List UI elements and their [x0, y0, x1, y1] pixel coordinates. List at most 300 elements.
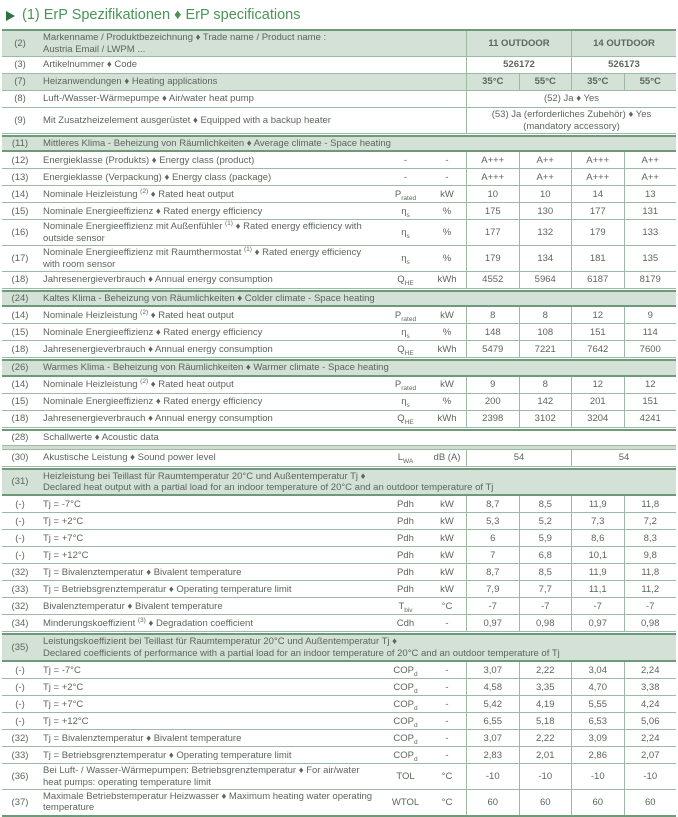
table-row: [2, 764, 676, 790]
row-number: (18): [11, 274, 29, 286]
value-cell: 8179: [624, 272, 677, 288]
value-cell: 201: [571, 394, 624, 410]
value-cell: 3,07: [466, 662, 519, 678]
symbol: P: [394, 309, 402, 321]
unit-cell: kW: [440, 378, 454, 390]
value-cell: 7600: [624, 341, 677, 357]
value-cell: -7: [571, 598, 624, 614]
row-label-line2: Declared heat output with a partial load for an indoor temperature of 20°C and an outdoor temperature of Tj: [43, 482, 494, 494]
row-label: [38, 412, 383, 425]
row-label: [38, 532, 383, 545]
symbol-subscript: HE: [404, 418, 414, 426]
value-cell: -10: [624, 764, 677, 789]
row-label-text: Energieklasse (Produkts) ♦ Energy class (product): [43, 154, 255, 166]
symbol-subscript: rated: [401, 384, 417, 392]
value-cell: 177: [466, 220, 519, 245]
symbol-cell: [383, 600, 428, 613]
row-number: (31): [11, 476, 29, 488]
value-cell: 2398: [466, 411, 519, 427]
value-cell: 5479: [466, 341, 519, 357]
symbol-cell: [383, 532, 428, 545]
value-cell: 5,42: [466, 696, 519, 712]
value-cell: 181: [571, 246, 624, 271]
unit-cell: kWh: [437, 412, 457, 424]
symbol: T: [398, 600, 405, 612]
value-cell: 11,1: [571, 581, 624, 597]
value-cell: 8,5: [519, 564, 572, 580]
symbol-subscript: biv: [404, 606, 413, 614]
table-row: [2, 31, 676, 57]
value-cell: 132: [519, 220, 572, 245]
row-label: [38, 205, 383, 218]
unit-cell: -: [445, 715, 449, 727]
footnote-ref: (2): [140, 187, 149, 195]
value-cell: 11,9: [571, 496, 624, 512]
value-cell: 14: [571, 186, 624, 202]
table-row: [2, 696, 676, 713]
value-cell: 0,97: [571, 615, 624, 631]
symbol-cell: [383, 154, 428, 167]
row-label-text: Heizanwendungen ♦ Heating applications: [43, 76, 218, 88]
row-label-text: Nominale Energieeffizienz ♦ Rated energy efficiency: [43, 205, 263, 217]
row-label: [38, 58, 466, 71]
row-label-text: Jahresenergieverbrauch ♦ Annual energy consumption: [43, 412, 273, 424]
value-cell: 11,8: [624, 564, 677, 580]
row-number: (35): [11, 642, 29, 654]
row-label-text: Tj = Betriebsgrenztemperatur ♦ Operating temperature limit: [43, 583, 292, 595]
value-cell: 3,35: [519, 679, 572, 695]
symbol: COP: [393, 698, 414, 710]
value-cell: 11,9: [571, 564, 624, 580]
row-label: [38, 343, 383, 356]
symbol: Pdh: [397, 498, 414, 510]
column-header-cell: 526172: [466, 57, 571, 73]
row-number: (-): [15, 515, 25, 527]
value-cell: 5,55: [571, 696, 624, 712]
value-cell: 6,55: [466, 713, 519, 729]
row-label-text: Bivalenztemperatur ♦ Bivalent temperature: [43, 600, 223, 612]
symbol-cell: [383, 498, 428, 511]
value-cell: 7,7: [519, 581, 572, 597]
value-cell: -10: [571, 764, 624, 789]
row-label-text-en: ♦ Rated heat output: [148, 309, 234, 321]
unit-cell: kWh: [437, 274, 457, 286]
row-label: [38, 171, 383, 184]
column-header-cell: 35°C: [466, 74, 519, 90]
row-number: (-): [15, 549, 25, 561]
row-label-text: Markenname / Produktbezeichnung ♦ Trade name / Product name :: [43, 32, 327, 44]
row-label: [38, 664, 383, 677]
symbol-subscript: d: [413, 738, 418, 746]
row-label: [38, 515, 383, 528]
row-number: (15): [11, 205, 29, 217]
column-header-cell: 11 OUTDOOR: [466, 31, 571, 56]
symbol-cell: [383, 412, 428, 425]
row-label-text: Maximale Betriebstemperatur Heizwasser ♦ Maximum heating water operating temperature: [43, 791, 373, 814]
row-label-text: Tj = +7°C: [43, 532, 84, 544]
value-cell: 114: [624, 324, 677, 340]
row-label-text: Schallwerte ♦ Acoustic data: [43, 431, 159, 443]
symbol-subscript: rated: [401, 315, 417, 323]
symbol: Pdh: [397, 549, 414, 561]
value-cell: 6,8: [519, 547, 572, 563]
table-row: [2, 91, 676, 108]
value-cell: 4,70: [571, 679, 624, 695]
value-cell: -7: [519, 598, 572, 614]
unit-cell: kW: [440, 498, 454, 510]
row-label-text: Mittleres Klima - Beheizung von Räumlichkeiten ♦ Average climate - Space heating: [43, 137, 391, 149]
unit-cell: kW: [440, 566, 454, 578]
unit-cell: °C: [441, 770, 453, 782]
value-cell: 10: [466, 186, 519, 202]
table-row: [2, 220, 676, 246]
value-cell: 134: [519, 246, 572, 271]
row-label-text-en: ♦ Rated energy efficiency with outside sensor: [43, 221, 362, 244]
unit-cell: °C: [441, 600, 453, 612]
table-row: [2, 598, 676, 615]
value-cell: 7221: [519, 341, 572, 357]
value-cell: 12: [624, 377, 677, 393]
row-label-text: Warmes Klima - Beheizung von Räumlichkeiten ♦ Warmer climate - Space heating: [43, 362, 389, 374]
footnote-ref: (2): [140, 377, 149, 385]
row-label: [38, 114, 466, 127]
row-number: (-): [15, 698, 25, 710]
value-cell: 5,2: [519, 513, 572, 529]
symbol-cell: [383, 515, 428, 528]
value-cell: 12: [571, 307, 624, 323]
table-row: [2, 790, 676, 815]
value-cell: 60: [624, 790, 677, 815]
row-label: [38, 431, 676, 444]
symbol: Cdh: [396, 617, 415, 629]
row-label-text: Tj = +2°C: [43, 681, 84, 693]
value-cell: 3,07: [466, 730, 519, 746]
value-cell: 177: [571, 203, 624, 219]
value-cell: 2,86: [571, 747, 624, 763]
unit-cell: -: [445, 617, 449, 629]
symbol: Pdh: [397, 532, 414, 544]
table-row: [2, 152, 676, 169]
value-cell: 3,09: [571, 730, 624, 746]
value-cell: 3,38: [624, 679, 677, 695]
row-number: (17): [11, 252, 29, 264]
row-number: (14): [11, 378, 29, 390]
symbol-cell: [383, 395, 428, 408]
value-cell: 5964: [519, 272, 572, 288]
symbol-subscript: WA: [403, 457, 414, 465]
unit-cell: %: [442, 205, 452, 217]
table-row: [2, 411, 676, 428]
symbol-cell: [383, 549, 428, 562]
value-cell: 2,22: [519, 730, 572, 746]
row-label-text: Nominale Heizleistung: [43, 378, 141, 390]
row-label-text: Jahresenergieverbrauch ♦ Annual energy consumption: [43, 343, 273, 355]
value-cell: 13: [624, 186, 677, 202]
table-row: [2, 246, 676, 272]
row-number: (16): [11, 227, 29, 239]
symbol-cell: [383, 732, 428, 745]
unit-cell: -: [445, 732, 449, 744]
symbol: Pdh: [397, 583, 414, 595]
row-number: (37): [11, 796, 29, 808]
unit-cell: %: [442, 252, 452, 264]
row-label: [38, 732, 383, 745]
value-cell: A+++: [571, 152, 624, 168]
row-number: (-): [15, 498, 25, 510]
row-number: (8): [14, 93, 26, 105]
row-label: [38, 498, 383, 511]
row-label: [38, 790, 383, 815]
table-row: [2, 394, 676, 411]
symbol-subscript: d: [413, 721, 418, 729]
unit-cell: kW: [440, 188, 454, 200]
symbol-cell: [383, 451, 428, 464]
symbol: η: [401, 205, 407, 217]
table-row: [2, 713, 676, 730]
row-label-text: Energieklasse (Verpackung) ♦ Energy class (package): [43, 171, 272, 183]
row-number: (18): [11, 412, 29, 424]
column-header-cell: 35°C: [571, 74, 624, 90]
row-label: [38, 246, 383, 271]
value-cell: 4552: [466, 272, 519, 288]
row-number: (18): [11, 343, 29, 355]
row-number: (30): [11, 451, 29, 463]
symbol: COP: [393, 749, 414, 761]
row-label: [38, 715, 383, 728]
value-cell: 108: [519, 324, 572, 340]
symbol: L: [397, 451, 404, 463]
symbol-subscript: s: [406, 211, 410, 219]
table-row: [2, 662, 676, 679]
section-row: [2, 429, 676, 446]
symbol-cell: [383, 309, 428, 322]
page: [0, 7, 678, 817]
row-number: (14): [11, 188, 29, 200]
row-label-text-en: ♦ Rated energy efficiency with room sensor: [43, 247, 362, 270]
value-cell: 54: [466, 450, 571, 466]
section-row: [2, 135, 676, 152]
unit-cell: °C: [441, 796, 453, 808]
symbol-cell: [383, 378, 428, 391]
row-label-line2: Austria Email / LWPM ...: [43, 43, 146, 55]
value-cell: 6187: [571, 272, 624, 288]
column-header-cell: 14 OUTDOOR: [571, 31, 676, 56]
section-row: [2, 359, 676, 376]
row-label-text: Jahresenergieverbrauch ♦ Annual energy consumption: [43, 274, 273, 286]
symbol-cell: [383, 749, 428, 762]
row-number: (-): [15, 715, 25, 727]
row-number: (32): [11, 600, 29, 612]
symbol: COP: [393, 664, 414, 676]
symbol-cell: [383, 617, 428, 630]
symbol: COP: [393, 715, 414, 727]
row-number: (3): [14, 59, 26, 71]
row-number: (15): [11, 326, 29, 338]
value-cell: 3204: [571, 411, 624, 427]
row-number: (34): [11, 617, 29, 629]
value-cell: 142: [519, 394, 572, 410]
value-cell: 5,18: [519, 713, 572, 729]
value-cell: (52) Ja ♦ Yes: [466, 91, 676, 107]
row-number: (11): [11, 137, 29, 149]
value-cell: 4,58: [466, 679, 519, 695]
symbol: Q: [397, 343, 405, 355]
table-row: [2, 530, 676, 547]
value-cell: 8: [519, 377, 572, 393]
value-cell: 3102: [519, 411, 572, 427]
symbol-subscript: HE: [404, 349, 414, 357]
row-label: [38, 31, 466, 56]
value-cell: 2,24: [624, 730, 677, 746]
row-number: (12): [11, 154, 29, 166]
table-row: [2, 513, 676, 530]
table-row: [2, 272, 676, 289]
symbol: -: [403, 171, 408, 183]
row-number: (24): [11, 292, 29, 304]
value-cell: 2,24: [624, 662, 677, 678]
value-cell: 8,5: [519, 496, 572, 512]
row-label: [38, 273, 383, 286]
row-label: [38, 583, 383, 596]
row-label-text: Tj = -7°C: [43, 498, 81, 510]
row-label-text-en: ♦ Rated heat output: [148, 188, 234, 200]
spec-table: [2, 29, 676, 816]
symbol: P: [394, 188, 402, 200]
row-number: (7): [14, 76, 26, 88]
row-label-text: Nominale Energieeffizienz ♦ Rated energy efficiency: [43, 395, 263, 407]
footnote-ref: (2): [140, 308, 149, 316]
page-title: [6, 7, 676, 24]
value-cell: 179: [571, 220, 624, 245]
row-number: (14): [11, 309, 29, 321]
row-label-text: Nominale Energieeffizienz mit Raumthermostat: [43, 247, 244, 259]
row-label-text: Nominale Energieeffizienz ♦ Rated energy efficiency: [43, 326, 263, 338]
symbol: η: [401, 227, 407, 239]
row-label-text: Luft-/Wasser-Wärmepumpe ♦ Air/water heat pump: [43, 93, 254, 105]
symbol-cell: [383, 326, 428, 339]
row-label: [38, 220, 383, 245]
unit-cell: %: [442, 227, 452, 239]
value-cell: A+++: [466, 152, 519, 168]
row-label-text: Nominale Heizleistung: [43, 188, 141, 200]
symbol-subscript: d: [413, 670, 418, 678]
value-cell: 2,22: [519, 662, 572, 678]
row-label: [38, 395, 383, 408]
table-row: [2, 450, 676, 467]
row-label-text: Kaltes Klima - Beheizung von Räumlichkeiten ♦ Colder climate - Space heating: [43, 292, 375, 304]
row-label: [38, 309, 383, 322]
unit-cell: -: [445, 681, 449, 693]
row-number: (9): [14, 114, 26, 126]
row-label-text: Tj = +12°C: [43, 715, 89, 727]
unit-cell: -: [445, 154, 449, 166]
value-cell: 200: [466, 394, 519, 410]
row-number: (15): [11, 395, 29, 407]
section-row: [2, 633, 676, 662]
symbol-cell: [383, 681, 428, 694]
value-cell: 54: [571, 450, 676, 466]
value-cell: 4,24: [624, 696, 677, 712]
value-cell: 9: [466, 377, 519, 393]
value-cell: 130: [519, 203, 572, 219]
column-header-cell: 55°C: [519, 74, 572, 90]
symbol-cell: [383, 343, 428, 356]
value-cell: A+++: [571, 169, 624, 185]
unit-cell: -: [445, 749, 449, 761]
table-row: [2, 547, 676, 564]
symbol-cell: [383, 796, 428, 809]
row-label-text: Nominale Energieeffizienz mit Außenfühler: [43, 221, 226, 233]
value-cell: 3,04: [571, 662, 624, 678]
value-cell: A++: [624, 152, 677, 168]
value-cell: -7: [624, 598, 677, 614]
symbol-cell: [383, 273, 428, 286]
symbol: Q: [397, 274, 405, 286]
unit-cell: %: [442, 326, 452, 338]
section-row: [2, 468, 676, 497]
unit-cell: -: [445, 664, 449, 676]
table-row: [2, 615, 676, 632]
row-label-text-en: ♦ Rated heat output: [148, 378, 234, 390]
unit-cell: kWh: [437, 343, 457, 355]
symbol-subscript: d: [413, 755, 418, 763]
value-cell: 7,3: [571, 513, 624, 529]
value-cell: -7: [466, 598, 519, 614]
row-label: [38, 92, 466, 105]
table-row: [2, 377, 676, 394]
table-row: [2, 747, 676, 764]
row-label-text: Artikelnummer ♦ Code: [43, 59, 138, 71]
value-cell: A+++: [466, 169, 519, 185]
unit-cell: dB (A): [433, 451, 461, 463]
table-row: [2, 203, 676, 220]
symbol-subscript: s: [406, 401, 410, 409]
row-label: [38, 764, 383, 789]
row-label: [38, 292, 676, 305]
symbol: P: [394, 378, 402, 390]
row-label-text: Tj = Bivalenztemperatur ♦ Bivalent temperature: [43, 566, 242, 578]
symbol: COP: [393, 681, 414, 693]
symbol: Q: [397, 412, 405, 424]
value-cell: A++: [519, 169, 572, 185]
value-cell: 175: [466, 203, 519, 219]
value-cell: 7,9: [466, 581, 519, 597]
row-label-line2: Declared coefficients of performance with a partial load for an indoor temperature of 20°C and an outdoor temperature of Tj: [43, 647, 560, 659]
symbol-subscript: d: [413, 704, 418, 712]
value-cell: 7: [466, 547, 519, 563]
triangle-bullet-icon: [6, 11, 15, 21]
table-row: [2, 108, 676, 134]
symbol: COP: [393, 732, 414, 744]
row-label: [38, 635, 676, 660]
symbol-cell: [383, 226, 428, 239]
symbol-cell: [383, 698, 428, 711]
value-cell: 8: [519, 307, 572, 323]
value-cell: 5,06: [624, 713, 677, 729]
symbol-subscript: s: [406, 332, 410, 340]
row-label: [38, 470, 676, 495]
symbol: Pdh: [397, 566, 414, 578]
value-cell: 5,3: [466, 513, 519, 529]
row-label: [38, 154, 383, 167]
value-cell: (53) Ja (erforderliches Zubehör) ♦ Yes (mandatory accessory): [466, 108, 676, 133]
row-label: [38, 549, 383, 562]
value-cell: 11,2: [624, 581, 677, 597]
unit-cell: -: [445, 698, 449, 710]
value-cell: 0,97: [466, 615, 519, 631]
symbol-subscript: HE: [404, 280, 414, 288]
footnote-ref: (1): [225, 220, 233, 228]
